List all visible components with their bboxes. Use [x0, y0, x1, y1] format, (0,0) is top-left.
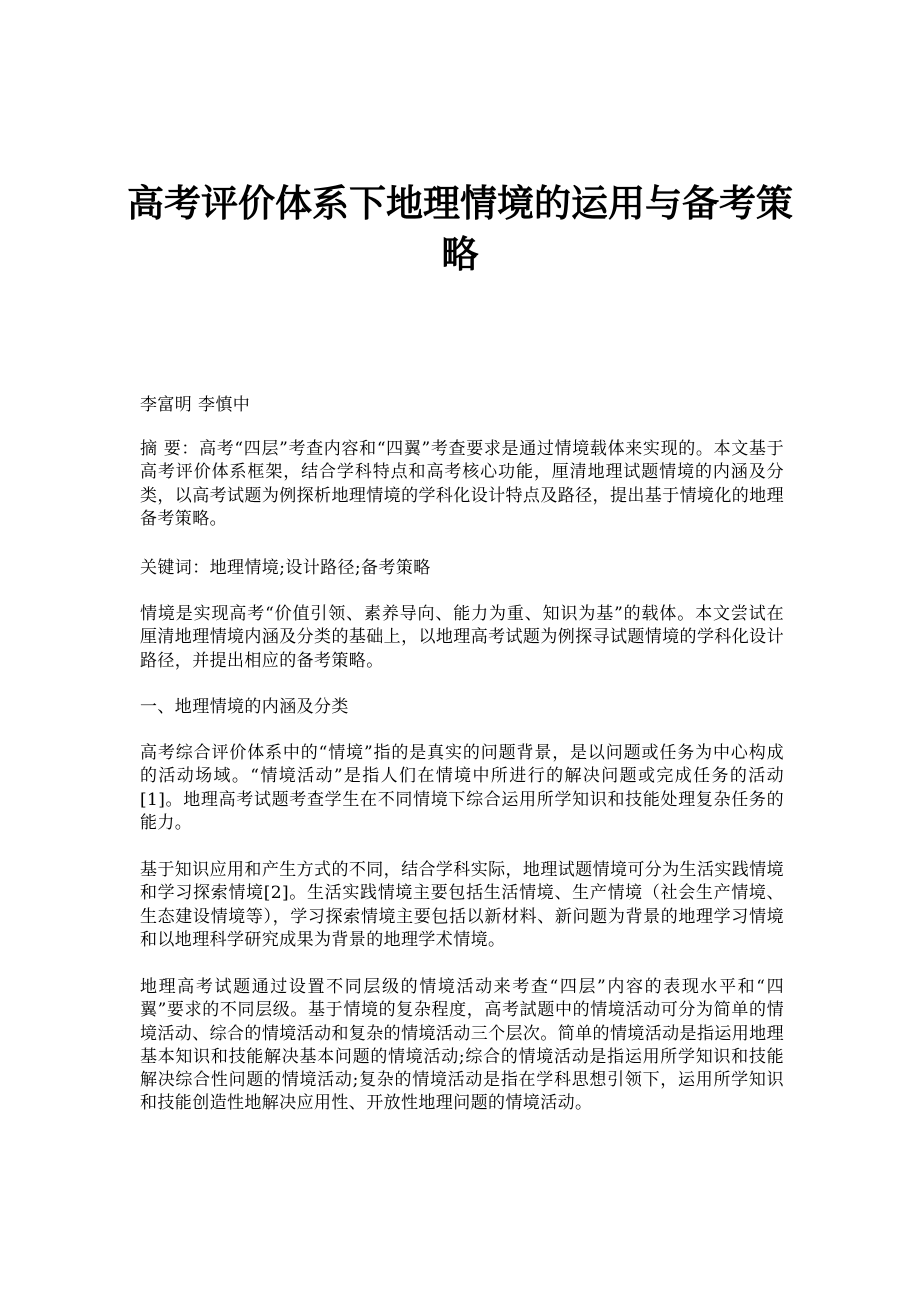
- document-title: 高考评价体系下地理情境的运用与备考策略: [127, 182, 793, 276]
- section-heading: 一、地理情境的内涵及分类: [140, 697, 349, 717]
- abstract: 摘 要：高考“四层”考查内容和“四翼”考查要求是通过情境载体来实现的。本文基于高考评价体系框架，结合学科特点和高考核心功能，厘清地理试题情境的内涵及分类，以高考试题为例探析地理情境的学科化设计特点及路径，提出基于情境化的地理备考策略。: [140, 439, 784, 529]
- intro-paragraph: 情境是实现高考“价值引领、素养导向、能力为重、知识为基”的载体。本文尝试在厘清地理情境内涵及分类的基础上，以地理高考试题为例探寻试题情境的学科化设计路径，并提出相应的备考策略。: [140, 604, 784, 671]
- authors: 李富明 李慎中: [140, 395, 251, 415]
- keywords: 关键词：地理情境;设计路径;备考策略: [140, 558, 431, 578]
- body-paragraph: 基于知识应用和产生方式的不同，结合学科实际，地理试题情境可分为生活实践情境和学习探索情境[2]。生活实践情境主要包括生活情境、生产情境（社会生产情境、生态建设情境等），学习探索情境主要包括以新材料、新问题为背景的地理学习情境和以地理科学研究成果为背景的地理学术情境。: [140, 860, 784, 950]
- body-paragraph: 地理高考试题通过设置不同层级的情境活动来考查“四层”内容的表现水平和“四翼”要求的不同层级。基于情境的复杂程度，高考試题中的情境活动可分为简单的情境活动、综合的情境活动和复杂的情境活动三个层次。简单的情境活动是指运用地理基本知识和技能解决基本问题的情境活动;综合的情境活动是指运用所学知识和技能解决综合性问题的情境活动;复杂的情境活动是指在学科思想引领下，运用所学知识和技能创造性地解决应用性、开放性地理问题的情境活动。: [140, 977, 784, 1114]
- body-paragraph: 高考综合评价体系中的“情境”指的是真实的问题背景，是以问题或任务为中心构成的活动场域。“情境活动”是指人们在情境中所进行的解决问题或完成任务的活动[1]。地理高考试题考查学生在不同情境下综合运用所学知识和技能处理复杂任务的能力。: [140, 743, 784, 833]
